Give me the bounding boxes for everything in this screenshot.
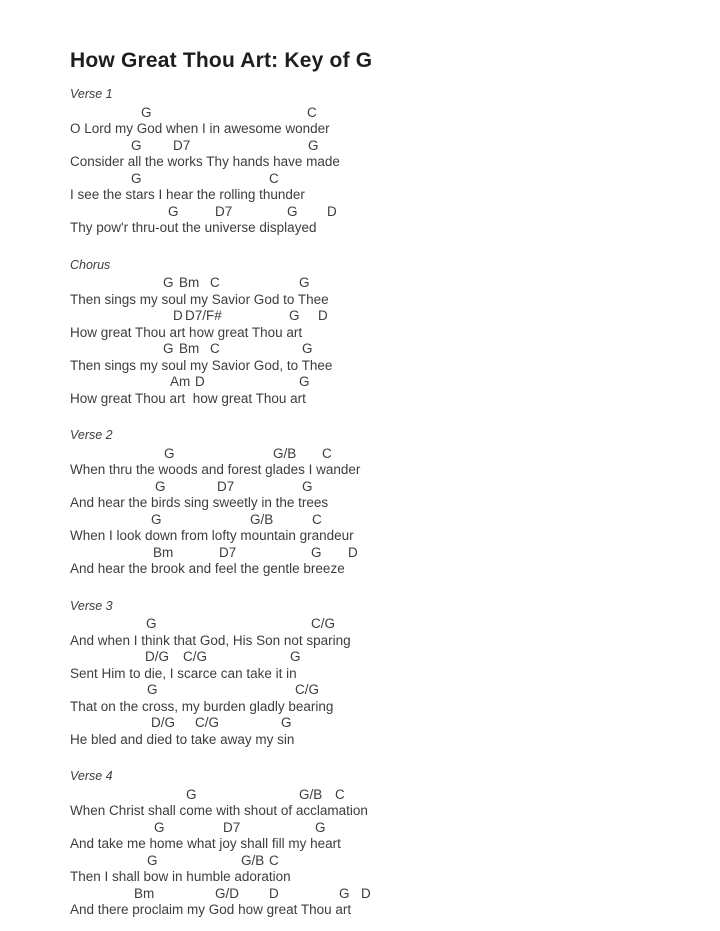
lyric-line: How great Thou art how great Thou art bbox=[70, 324, 303, 340]
lyric-line: How great Thou art how great Thou art bbox=[70, 390, 306, 406]
chord-label: C bbox=[322, 445, 332, 461]
lyric-line: When I look down from lofty mountain grandeur bbox=[70, 528, 354, 543]
lyric-line: Consider all the works Thy hands have made bbox=[70, 154, 340, 169]
section-label: Verse 2 bbox=[70, 428, 113, 442]
chord-label: D7 bbox=[217, 478, 235, 494]
chord-line bbox=[70, 649, 680, 666]
lyric-line: And there proclaim my God how great Thou art bbox=[70, 902, 352, 917]
chord-label: G bbox=[339, 885, 350, 901]
chord-label: C bbox=[335, 786, 345, 802]
lyric-line: And take me home what joy shall fill my heart bbox=[70, 836, 341, 851]
song-section bbox=[70, 257, 680, 408]
chord-label: G bbox=[299, 275, 310, 290]
chord-label: C bbox=[312, 511, 322, 527]
chord-label: G bbox=[186, 786, 197, 802]
chord-label: C/G bbox=[195, 715, 220, 730]
song-section bbox=[70, 768, 680, 919]
lyric-line: When thru the woods and forest glades I wander bbox=[70, 462, 361, 477]
chord-label: G/B bbox=[241, 852, 265, 868]
chord-label: G bbox=[302, 478, 313, 494]
chord-label: Bm bbox=[134, 885, 155, 901]
chord-label: G bbox=[289, 308, 300, 323]
chord-line bbox=[70, 204, 680, 221]
section-label: Chorus bbox=[70, 257, 111, 272]
chord-label: G/B bbox=[273, 445, 297, 461]
chord-line bbox=[70, 512, 680, 529]
lyric-line: Sent Him to die, I scarce can take it in bbox=[70, 665, 297, 681]
chord-label: D/G bbox=[151, 715, 176, 730]
song-section bbox=[70, 86, 680, 237]
chord-line bbox=[70, 787, 680, 804]
chord-label: C bbox=[269, 852, 279, 868]
chord-label: G bbox=[168, 203, 179, 219]
chord-label: G bbox=[146, 616, 157, 631]
chord-label: D bbox=[173, 308, 183, 323]
lyric-line: Thy pow'r thru-out the universe displayed bbox=[70, 220, 317, 235]
chord-label: G/B bbox=[299, 786, 323, 802]
chord-label: G bbox=[163, 275, 174, 290]
chord-label: C bbox=[210, 275, 220, 290]
chord-label: D7 bbox=[173, 137, 191, 153]
chord-label: G/B bbox=[250, 511, 274, 527]
chord-label: G bbox=[163, 341, 174, 356]
chord-line bbox=[70, 479, 680, 496]
lyric-line: He bled and died to take away my sin bbox=[70, 731, 295, 747]
chord-line bbox=[70, 138, 680, 155]
section-lines bbox=[70, 275, 680, 407]
chord-label: G/D bbox=[215, 885, 240, 901]
chord-line bbox=[70, 275, 680, 292]
section-label: Verse 3 bbox=[70, 598, 113, 613]
chord-label: G bbox=[287, 203, 298, 219]
lyric-line: Then sings my soul my Savior God, to Thee bbox=[70, 357, 333, 373]
chord-label: G bbox=[299, 374, 310, 389]
chord-label: D7 bbox=[219, 544, 237, 560]
song-section bbox=[70, 598, 680, 749]
chord-label: G bbox=[147, 852, 158, 868]
chord-line bbox=[70, 171, 680, 188]
section-label: Verse 4 bbox=[70, 769, 113, 783]
chord-line bbox=[70, 715, 680, 732]
chord-label: D7 bbox=[215, 203, 233, 219]
chord-line bbox=[70, 616, 680, 633]
chord-label: G bbox=[147, 682, 158, 697]
chord-line bbox=[70, 853, 680, 870]
chord-line bbox=[70, 886, 680, 903]
chord-label: D7/F# bbox=[185, 308, 222, 323]
section-lines bbox=[70, 616, 680, 748]
lyric-line: And hear the brook and feel the gentle breeze bbox=[70, 561, 345, 576]
chord-label: D7 bbox=[223, 819, 241, 835]
chord-label: C/G bbox=[183, 649, 208, 664]
chord-label: G bbox=[131, 137, 142, 153]
chord-label: C/G bbox=[295, 682, 320, 697]
chord-line bbox=[70, 820, 680, 837]
chord-label: C bbox=[269, 170, 279, 186]
lyric-line: I see the stars I hear the rolling thunder bbox=[70, 187, 305, 202]
chord-label: G bbox=[311, 544, 322, 560]
lyric-line: That on the cross, my burden gladly bearing bbox=[70, 698, 334, 714]
chord-label: G bbox=[315, 819, 326, 835]
chord-label: D bbox=[348, 544, 358, 560]
chord-label: D/G bbox=[145, 649, 170, 664]
section-lines bbox=[70, 787, 680, 919]
chord-line bbox=[70, 545, 680, 562]
lyric-line: Then sings my soul my Savior God to Thee bbox=[70, 291, 329, 307]
chord-label: Bm bbox=[179, 341, 200, 356]
chord-line bbox=[70, 308, 680, 325]
chord-line bbox=[70, 374, 680, 391]
section-label: Verse 1 bbox=[70, 87, 113, 101]
chord-label: G bbox=[290, 649, 301, 664]
chord-label: Bm bbox=[153, 544, 174, 560]
chord-label: G bbox=[155, 478, 166, 494]
section-lines bbox=[70, 105, 680, 237]
chord-label: G bbox=[302, 341, 313, 356]
chord-label: C bbox=[307, 104, 317, 120]
chord-label: C/G bbox=[311, 616, 336, 631]
chord-line bbox=[70, 682, 680, 699]
lyric-line: Then I shall bow in humble adoration bbox=[70, 869, 291, 884]
chord-label: G bbox=[151, 511, 162, 527]
chord-label: D bbox=[361, 885, 371, 901]
chord-label: D bbox=[318, 308, 328, 323]
chord-label: Am bbox=[170, 374, 191, 389]
chord-label: Bm bbox=[179, 275, 200, 290]
chord-label: G bbox=[308, 137, 319, 153]
chord-label: G bbox=[281, 715, 292, 730]
chord-label: G bbox=[131, 170, 142, 186]
chord-label: G bbox=[164, 445, 175, 461]
section-lines bbox=[70, 446, 680, 578]
lyric-line: O Lord my God when I in awesome wonder bbox=[70, 121, 330, 136]
chord-label: D bbox=[269, 885, 279, 901]
lyric-line: And when I think that God, His Son not sparing bbox=[70, 632, 351, 648]
chord-line bbox=[70, 341, 680, 358]
chord-label: D bbox=[327, 203, 337, 219]
song-section bbox=[70, 427, 680, 578]
chord-label: G bbox=[141, 104, 152, 120]
song-body bbox=[70, 86, 680, 919]
chord-label: C bbox=[210, 341, 220, 356]
page-title: How Great Thou Art: Key of G bbox=[70, 49, 373, 72]
chord-line bbox=[70, 105, 680, 122]
lyric-line: And hear the birds sing sweetly in the trees bbox=[70, 495, 329, 510]
chord-line bbox=[70, 446, 680, 463]
lyric-line: When Christ shall come with shout of acclamation bbox=[70, 803, 368, 818]
chord-label: G bbox=[154, 819, 165, 835]
chord-label: D bbox=[195, 374, 205, 389]
